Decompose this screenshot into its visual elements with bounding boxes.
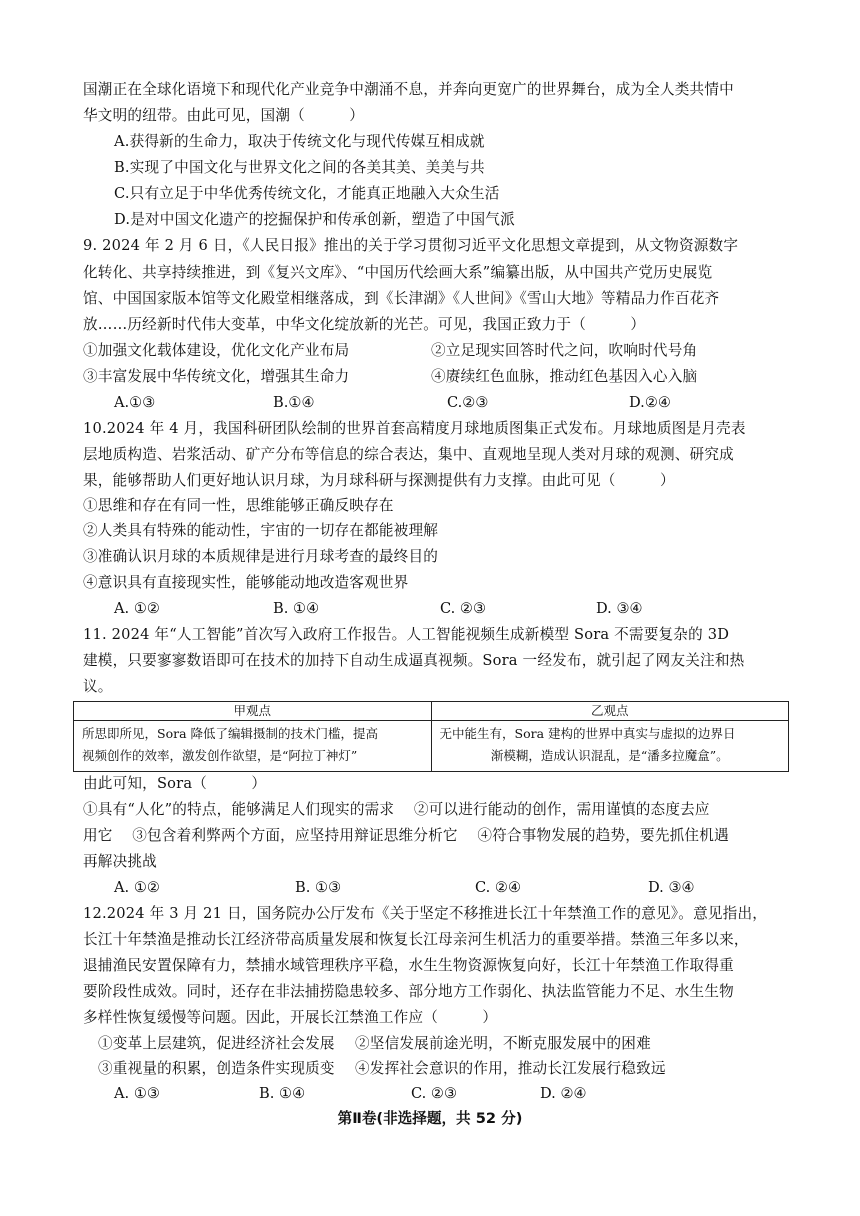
q8-stem-line-1: 国潮正在全球化语境下和现代化产业竞争中潮涌不息，并奔向更宽广的世界舞台，成为全人类共情中 [83, 81, 734, 98]
q11-stem-line-1: 11. 2024 年“人工智能”首次写入政府工作报告。人工智能视频生成新模型 Sora 不需要复杂的 3D [83, 626, 730, 643]
viewpoint-b-text [431, 721, 789, 772]
q11-option-a: A. ①② [114, 879, 160, 896]
q10-statement-4: ④意识具有直接现实性，能够能动地改造客观世界 [83, 574, 409, 591]
q9-statement-2: ②立足现实回答时代之问，吹响时代号角 [431, 342, 698, 359]
q11-option-c: C. ②④ [475, 879, 522, 896]
q9-stem-line-2: 化转化、共享持续推进，到《复兴文库》、“中国历代绘画大系”编纂出版，从中国共产党历史展览 [83, 264, 713, 281]
q12-statement-4: ④发挥社会意识的作用，推动长江发展行稳致远 [355, 1060, 666, 1077]
q9-statement-4: ④赓续红色血脉，推动红色基因入心入脑 [431, 368, 698, 385]
q8-stem-line-2: 华文明的纽带。由此可见，国潮（ ） [83, 107, 365, 124]
q12-option-c: C. ②③ [411, 1085, 458, 1102]
q11-statements-line-1: ①具有“人化”的特点，能够满足人们现实的需求 ②可以进行能动的创作，需用谨慎的态度去应 [83, 801, 710, 818]
viewpoint-a-header: 甲观点 [74, 702, 432, 721]
q10-stem-line-3: 果，能够帮助人们更好地认识月球，为月球科研与探测提供有力支撑。由此可见（ ） [83, 472, 675, 489]
q11-statements-line-3: 再解决挑战 [83, 853, 157, 870]
q9-statement-1: ①加强文化载体建设，优化文化产业布局 [83, 342, 350, 359]
viewpoint-b-header: 乙观点 [431, 702, 789, 721]
q8-option-d: D.是对中国文化遗产的挖掘保护和传承创新，塑造了中国气派 [114, 211, 515, 228]
q9-option-b: B.①④ [273, 394, 315, 411]
q12-stem-line-3: 退捕渔民安置保障有力，禁捕水域管理秩序平稳，水生生物资源恢复向好，长江十年禁渔工作取得重 [83, 957, 734, 974]
viewpoint-a-text [74, 721, 432, 772]
q10-option-c: C. ②③ [440, 600, 487, 617]
viewpoint-table [73, 701, 789, 772]
q9-option-a: A.①③ [114, 394, 156, 411]
q11-stem-line-3: 议。 [83, 678, 113, 695]
viewpoint-b-line-2: 渐模糊，造成认识混乱，是“潘多拉魔盒”。 [490, 748, 729, 763]
q11-statements-line-2: 用它 ③包含着利弊两个方面，应坚持用辩证思维分析它 ④符合事物发展的趋势，要先抓住机遇 [83, 827, 729, 844]
q11-option-d: D. ③④ [648, 879, 695, 896]
q9-option-c: C.②③ [447, 394, 489, 411]
q10-statement-3: ③准确认识月球的本质规律是进行月球考查的最终目的 [83, 548, 439, 565]
viewpoint-table-header [74, 702, 789, 721]
q9-stem-line-1: 9. 2024 年 2 月 6 日，《人民日报》推出的关于学习贯彻习近平文化思想文章提到，从文物资源数字 [83, 237, 739, 254]
q12-statement-3: ③重视量的积累，创造条件实现质变 [98, 1060, 335, 1077]
q12-option-d: D. ②④ [540, 1085, 587, 1102]
section-title: 第Ⅱ卷(非选择题，共 52 分) [337, 1110, 523, 1127]
q11-stem-line-2: 建模，只要寥寥数语即可在技术的加持下自动生成逼真视频。Sora 一经发布，就引起了网友关注和热 [83, 652, 745, 669]
viewpoint-table-row [74, 721, 789, 772]
q10-stem-line-1: 10.2024 年 4 月，我国科研团队绘制的世界首套高精度月球地质图集正式发布。月球地质图是月壳表 [83, 420, 746, 437]
viewpoint-a-line-2: 视频创作的效率，激发创作欲望，是“阿拉丁神灯” [82, 748, 358, 763]
q11-option-b: B. ①③ [295, 879, 342, 896]
q12-statement-1: ①变革上层建筑，促进经济社会发展 [98, 1035, 335, 1052]
q12-stem-line-5: 多样性恢复缓慢等问题。因此，开展长江禁渔工作应（ ） [83, 1009, 498, 1026]
q8-option-c: C.只有立足于中华优秀传统文化，才能真正地融入大众生活 [114, 185, 500, 202]
q11-conclusion: 由此可知，Sora（ ） [83, 775, 267, 792]
viewpoint-b-line-1: 无中能生有，Sora 建构的世界中真实与虚拟的边界日 [439, 726, 736, 741]
q9-statement-3: ③丰富发展中华传统文化，增强其生命力 [83, 368, 350, 385]
viewpoint-a-line-1: 所思即所见，Sora 降低了编辑摄制的技术门槛，提高 [82, 726, 378, 741]
q10-stem-line-2: 层地质构造、岩浆活动、矿产分布等信息的综合表达，集中、直观地呈现人类对月球的观测、研究成 [83, 446, 734, 463]
q12-stem-line-4: 要阶段性成效。同时，还存在非法捕捞隐患较多、部分地方工作弱化、执法监管能力不足、水生生物 [83, 983, 734, 1000]
q12-option-a: A. ①③ [114, 1085, 160, 1102]
q12-option-b: B. ①④ [259, 1085, 306, 1102]
q10-option-a: A. ①② [114, 600, 160, 617]
q10-option-d: D. ③④ [596, 600, 643, 617]
q9-stem-line-4: 放……历经新时代伟大变革，中华文化绽放新的光芒。可见，我国正致力于（ ） [83, 316, 646, 333]
q10-option-b: B. ①④ [273, 600, 320, 617]
q8-option-a: A.获得新的生命力，取决于传统文化与现代传媒互相成就 [114, 133, 485, 150]
q8-option-b: B.实现了中国文化与世界文化之间的各美其美、美美与共 [114, 159, 485, 176]
q12-stem-line-1: 12.2024 年 3 月 21 日，国务院办公厅发布《关于坚定不移推进长江十年禁渔工作的意见》。意见指出， [83, 905, 768, 922]
q12-stem-line-2: 长江十年禁渔是推动长江经济带高质量发展和恢复长江母亲河生机活力的重要举措。禁渔三年多以来， [83, 931, 749, 948]
q9-option-d: D.②④ [629, 394, 671, 411]
q12-statement-2: ②坚信发展前途光明，不断克服发展中的困难 [355, 1035, 651, 1052]
q10-statement-2: ②人类具有特殊的能动性，宇宙的一切存在都能被理解 [83, 522, 439, 539]
q10-statement-1: ①思维和存在有同一性，思维能够正确反映存在 [83, 497, 394, 514]
q9-stem-line-3: 馆、中国国家版本馆等文化殿堂相继落成，到《长津湖》《人世间》《雪山大地》等精品力作百花齐 [83, 290, 720, 307]
